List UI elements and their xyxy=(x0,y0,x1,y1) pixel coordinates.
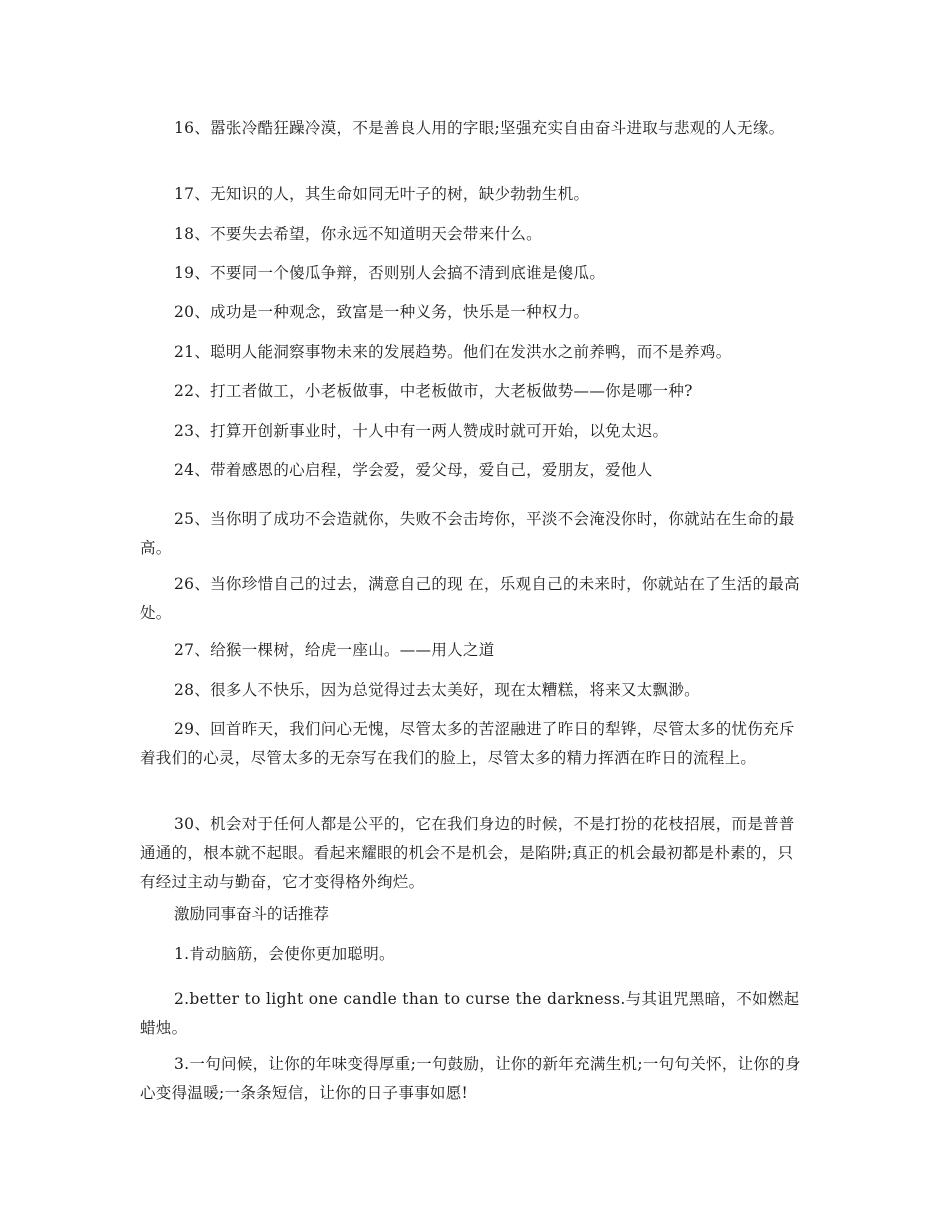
quote-paragraph-29: 29、回首昨天，我们问心无愧，尽管太多的苦涩融进了昨日的犁铧，尽管太多的忧伤充斥着我们的心灵，尽管太多的无奈写在我们的脸上，尽管太多的精力挥洒在昨日的流程上。 xyxy=(140,720,795,767)
quote-paragraph-18: 18、不要失去希望，你永远不知道明天会带来什么。 xyxy=(174,225,542,243)
quote-paragraph-28: 28、很多人不快乐，因为总觉得过去太美好，现在太糟糕，将来又太飘渺。 xyxy=(174,681,700,699)
quote-paragraph-27: 27、给猴一棵树，给虎一座山。——用人之道 xyxy=(174,641,495,659)
section-heading: 激励同事奋斗的话推荐 xyxy=(174,905,330,923)
quote-paragraph-21: 21、聪明人能洞察事物未来的发展趋势。他们在发洪水之前养鸭，而不是养鸡。 xyxy=(174,343,732,361)
quote-paragraph-22: 22、打工者做工，小老板做事，中老板做市，大老板做势——你是哪一种? xyxy=(174,382,693,400)
quote-paragraph-26: 26、当你珍惜自己的过去，满意自己的现 在，乐观自己的未来时，你就站在了生活的最高处。 xyxy=(140,575,800,622)
quote-paragraph-30: 30、机会对于任何人都是公平的，它在我们身边的时候，不是打扮的花枝招展，而是普普通通的，根本就不起眼。看起来耀眼的机会不是机会，是陷阱;真正的机会最初都是朴素的，只有经过主动与勤奋，它才变得格外绚烂。 xyxy=(140,815,795,891)
recommendation-item-3: 3.一句问候，让你的年味变得厚重;一句鼓励，让你的新年充满生机;一句句关怀，让你的身心变得温暖;一条条短信，让你的日子事事如愿! xyxy=(140,1055,801,1102)
quote-paragraph-24: 24、带着感恩的心启程，学会爱，爱父母，爱自己，爱朋友，爱他人 xyxy=(174,461,653,479)
quote-paragraph-20: 20、成功是一种观念，致富是一种义务，快乐是一种权力。 xyxy=(174,303,590,321)
recommendation-item-2: 2.better to light one candle than to curse the darkness.与其诅咒黑暗，不如燃起蜡烛。 xyxy=(140,990,800,1037)
recommendation-item-1: 1.肯动脑筋，会使你更加聪明。 xyxy=(174,945,395,963)
quote-paragraph-19: 19、不要同一个傻瓜争辩，否则别人会搞不清到底谁是傻瓜。 xyxy=(174,264,606,282)
quote-paragraph-25: 25、当你明了成功不会造就你，失败不会击垮你，平淡不会淹没你时，你就站在生命的最高。 xyxy=(140,510,795,557)
quote-paragraph-16: 16、嚣张冷酷狂躁冷漠，不是善良人用的字眼;坚强充实自由奋斗进取与悲观的人无缘。 xyxy=(174,119,785,137)
quote-paragraph-23: 23、打算开创新事业时，十人中有一两人赞成时就可开始，以免太迟。 xyxy=(174,422,669,440)
quote-paragraph-17: 17、无知识的人，其生命如同无叶子的树，缺少勃勃生机。 xyxy=(174,185,590,203)
